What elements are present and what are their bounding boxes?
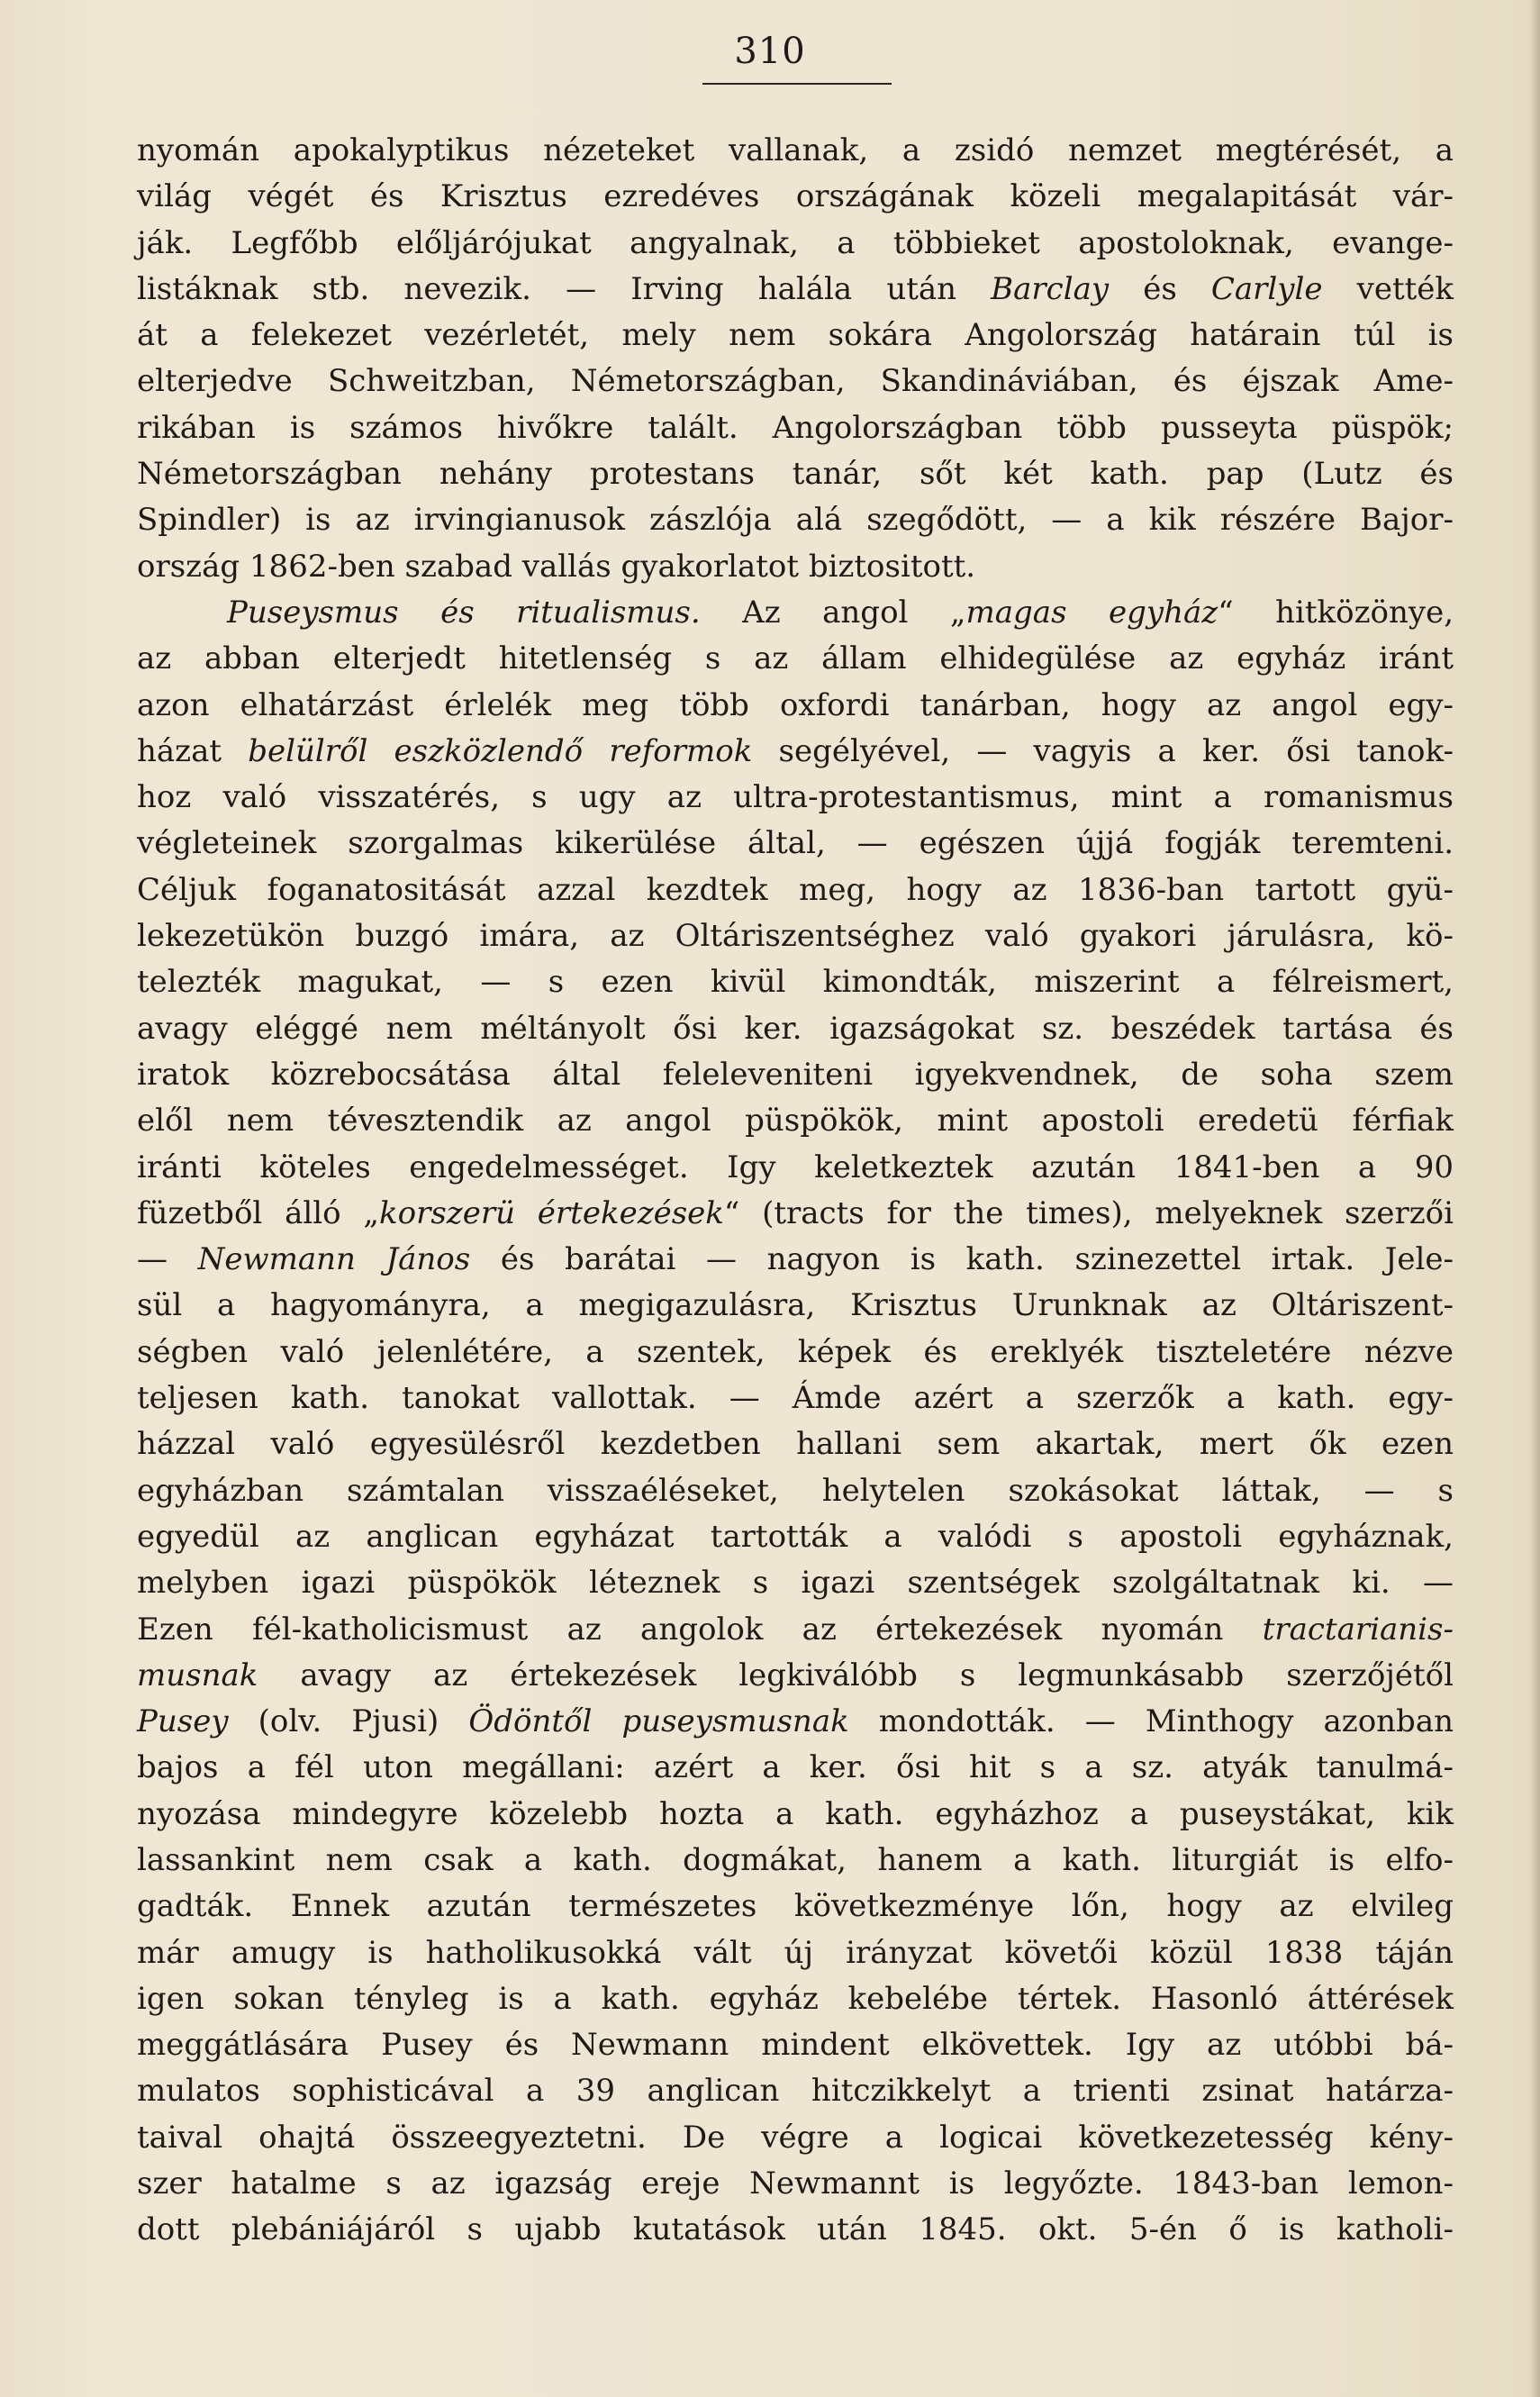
text-segment: — bbox=[137, 1241, 198, 1278]
header-rule bbox=[702, 83, 892, 85]
italic-segment: magas egyház bbox=[965, 594, 1218, 631]
text-segment: dott plebániájáról s ujabb kutatások után 1845. okt. 5-én ő is katholi- bbox=[137, 2211, 1454, 2248]
text-segment: ják. Legfőbb előljárójukat angyalnak, a többieket apostoloknak, evange- bbox=[137, 224, 1454, 261]
italic-segment: belülről eszközlendő reformok bbox=[248, 732, 753, 769]
text-segment: iránti köteles engedelmességet. Igy keletkeztek azután 1841-ben a 90 bbox=[137, 1149, 1454, 1185]
text-segment: bajos a fél uton megállani: azért a ker. ősi hit s a sz. atyák tanulmá- bbox=[137, 1749, 1454, 1786]
text-segment: “ hitközönye, bbox=[1218, 594, 1454, 631]
text-line bbox=[137, 775, 1454, 821]
text-segment: végleteinek szorgalmas kikerülése által, — egészen újjá fogják teremteni. bbox=[137, 825, 1454, 862]
text-line bbox=[137, 1052, 1454, 1098]
text-segment: elől nem tévesztendik az angol püspökök, mint apostoli eredetü férfiak bbox=[137, 1103, 1454, 1139]
text-line bbox=[137, 497, 1454, 543]
text-line bbox=[137, 1468, 1454, 1514]
text-segment: telezték magukat, — s ezen kivül kimondták, miszerint a félreismert, bbox=[137, 964, 1454, 1001]
text-segment: vették bbox=[1322, 270, 1454, 307]
text-line bbox=[137, 2068, 1454, 2114]
body-text bbox=[137, 128, 1454, 2254]
text-line bbox=[137, 2161, 1454, 2207]
text-line bbox=[137, 174, 1454, 220]
italic-segment: Newmann János bbox=[197, 1241, 471, 1278]
text-line bbox=[137, 1699, 1454, 1745]
text-segment: szer hatalme s az igazság ereje Newmannt is legyőzte. 1843-ban lemon- bbox=[137, 2165, 1454, 2202]
text-segment: avagy eléggé nem méltányolt ősi ker. igazságokat sz. beszédek tartása és bbox=[137, 1010, 1454, 1047]
text-line bbox=[137, 1376, 1454, 1421]
text-line bbox=[137, 1838, 1454, 1884]
text-segment: rikában is számos hivőkre talált. Angolországban több pusseyta püspök; bbox=[137, 409, 1454, 446]
text-line bbox=[137, 405, 1454, 451]
text-line bbox=[137, 729, 1454, 775]
italic-segment: Pusey bbox=[137, 1703, 229, 1740]
text-line bbox=[137, 1653, 1454, 1699]
italic-segment: Carlyle bbox=[1210, 270, 1323, 307]
text-segment: “ (tracts for the times), melyeknek szerzői bbox=[723, 1194, 1454, 1231]
text-segment: azon elhatárzást érlelék meg több oxfordi tanárban, hogy az angol egy- bbox=[137, 686, 1454, 723]
italic-segment: musnak bbox=[137, 1657, 258, 1693]
text-segment: elterjedve Schweitzban, Németországban, Skandináviában, és éjszak Ame- bbox=[137, 363, 1454, 400]
text-segment: házzal való egyesülésről kezdetben hallani sem akartak, mert ők ezen bbox=[137, 1426, 1454, 1463]
text-segment: avagy az értekezések legkiválóbb s legmunkásabb szerzőjétől bbox=[258, 1657, 1454, 1693]
text-line bbox=[137, 590, 1454, 636]
text-segment: gadták. Ennek azután természetes következménye lőn, hogy az elvileg bbox=[137, 1888, 1454, 1925]
text-segment: listáknak stb. nevezik. — Irving halála után bbox=[137, 270, 992, 307]
text-line bbox=[137, 1607, 1454, 1653]
italic-segment: Barclay bbox=[991, 270, 1110, 307]
text-segment: ország 1862-ben szabad vallás gyakorlatot biztositott. bbox=[137, 548, 976, 585]
text-line bbox=[137, 1098, 1454, 1144]
text-line bbox=[137, 1976, 1454, 2022]
text-line bbox=[137, 2115, 1454, 2161]
text-line bbox=[137, 1330, 1454, 1376]
page-edge-shadow bbox=[1529, 0, 1540, 2397]
text-segment: sül a hagyományra, a megigazulásra, Krisztus Urunknak az Oltáriszent- bbox=[137, 1287, 1454, 1324]
text-line bbox=[137, 821, 1454, 867]
text-segment: meggátlására Pusey és Newmann mindent elkövettek. Igy az utóbbi bá- bbox=[137, 2027, 1454, 2064]
text-line bbox=[137, 1560, 1454, 1606]
text-segment: segélyével, — vagyis a ker. ősi tanok- bbox=[752, 732, 1454, 769]
italic-segment: Ödöntől puseysmusnak bbox=[468, 1703, 849, 1740]
text-line bbox=[137, 683, 1454, 729]
text-line bbox=[137, 867, 1454, 913]
text-line bbox=[137, 1884, 1454, 1929]
text-segment: Céljuk foganatositását azzal kezdtek meg, hogy az 1836-ban tartott gyü- bbox=[137, 871, 1454, 908]
text-segment: lassankint nem csak a kath. dogmákat, hanem a kath. liturgiát is elfo- bbox=[137, 1841, 1454, 1878]
text-segment: át a felekezet vezérletét, mely nem sokára Angolország határain túl is bbox=[137, 317, 1454, 354]
text-line bbox=[137, 1145, 1454, 1191]
text-line bbox=[137, 221, 1454, 267]
text-segment: Németországban nehány protestans tanár, sőt két kath. pap (Lutz és bbox=[137, 456, 1454, 493]
text-segment: igen sokan tényleg is a kath. egyház kebelébe tértek. Hasonló áttérések bbox=[137, 1980, 1454, 2017]
text-segment: lekezetükön buzgó imára, az Oltáriszentséghez való gyakori járulásra, kö- bbox=[137, 918, 1454, 955]
text-line bbox=[137, 359, 1454, 404]
italic-segment: korszerü értekezések bbox=[379, 1194, 724, 1231]
text-segment: egyedül az anglican egyházat tartották a valódi s apostoli egyháznak, bbox=[137, 1518, 1454, 1555]
text-line bbox=[137, 1514, 1454, 1560]
text-line bbox=[137, 2022, 1454, 2068]
text-segment: füzetből álló „ bbox=[137, 1194, 380, 1231]
text-segment: melyben igazi püspökök léteznek s igazi szentségek szolgáltatnak ki. — bbox=[137, 1565, 1454, 1602]
text-segment: teljesen kath. tanokat vallottak. — Ámde azért a szerzők a kath. egy- bbox=[137, 1380, 1454, 1417]
text-line bbox=[137, 267, 1454, 313]
italic-segment: tractarianis- bbox=[1262, 1611, 1454, 1648]
text-segment: mondották. — Minthogy azonban bbox=[848, 1703, 1454, 1740]
text-segment: Az angol „ bbox=[700, 594, 966, 631]
text-segment: nyomán apokalyptikus nézeteket vallanak, a zsidó nemzet megtérését, a bbox=[137, 132, 1454, 168]
text-line bbox=[137, 451, 1454, 497]
text-segment: (olv. Pjusi) bbox=[228, 1703, 469, 1740]
text-segment: hoz való visszatérés, s ugy az ultra-protestantismus, mint a romanismus bbox=[137, 779, 1454, 816]
text-line bbox=[137, 1421, 1454, 1467]
text-segment: házat bbox=[137, 732, 249, 769]
text-line bbox=[137, 1191, 1454, 1237]
text-line bbox=[137, 2207, 1454, 2253]
text-segment: mulatos sophisticával a 39 anglican hitczikkelyt a trienti zsinat határza- bbox=[137, 2073, 1454, 2110]
text-line bbox=[137, 1006, 1454, 1052]
text-line bbox=[137, 913, 1454, 959]
text-line bbox=[137, 1237, 1454, 1283]
text-line bbox=[137, 1930, 1454, 1976]
page-number: 310 bbox=[734, 31, 806, 72]
italic-segment: Puseysmus és ritualismus. bbox=[227, 594, 701, 631]
text-line bbox=[137, 1792, 1454, 1838]
text-segment: iratok közrebocsátása által feleleveniteni igyekvendnek, de soha szem bbox=[137, 1056, 1454, 1093]
text-segment: világ végét és Krisztus ezredéves országának közeli megalapitását vár- bbox=[137, 178, 1454, 215]
text-segment: ségben való jelenlétére, a szentek, képek és ereklyék tiszteletére nézve bbox=[137, 1333, 1454, 1370]
text-segment: Spindler) is az irvingianusok zászlója alá szegődött, — a kik részére Bajor- bbox=[137, 502, 1454, 539]
text-segment: az abban elterjedt hitetlenség s az állam elhidegülése az egyház iránt bbox=[137, 640, 1454, 677]
text-line bbox=[137, 313, 1454, 359]
text-line bbox=[137, 1745, 1454, 1791]
text-segment: taival ohajtá összeegyeztetni. De végre a logicai következetesség kény- bbox=[137, 2119, 1454, 2156]
text-line bbox=[137, 636, 1454, 682]
text-segment: nyozása mindegyre közelebb hozta a kath. egyházhoz a puseystákat, kik bbox=[137, 1795, 1454, 1832]
text-line bbox=[137, 544, 1454, 590]
text-segment: Ezen fél-katholicismust az angolok az értekezések nyomán bbox=[137, 1611, 1263, 1648]
text-segment: már amugy is hatholikusokká vált új irányzat követői közül 1838 táján bbox=[137, 1934, 1454, 1971]
text-segment: és barátai — nagyon is kath. szinezettel irtak. Jele- bbox=[470, 1241, 1454, 1278]
text-line bbox=[137, 959, 1454, 1005]
text-line bbox=[137, 128, 1454, 174]
text-segment: és bbox=[1109, 270, 1211, 307]
text-segment: egyházban számtalan visszaéléseket, helytelen szokásokat láttak, — s bbox=[137, 1472, 1454, 1509]
text-line bbox=[137, 1283, 1454, 1329]
